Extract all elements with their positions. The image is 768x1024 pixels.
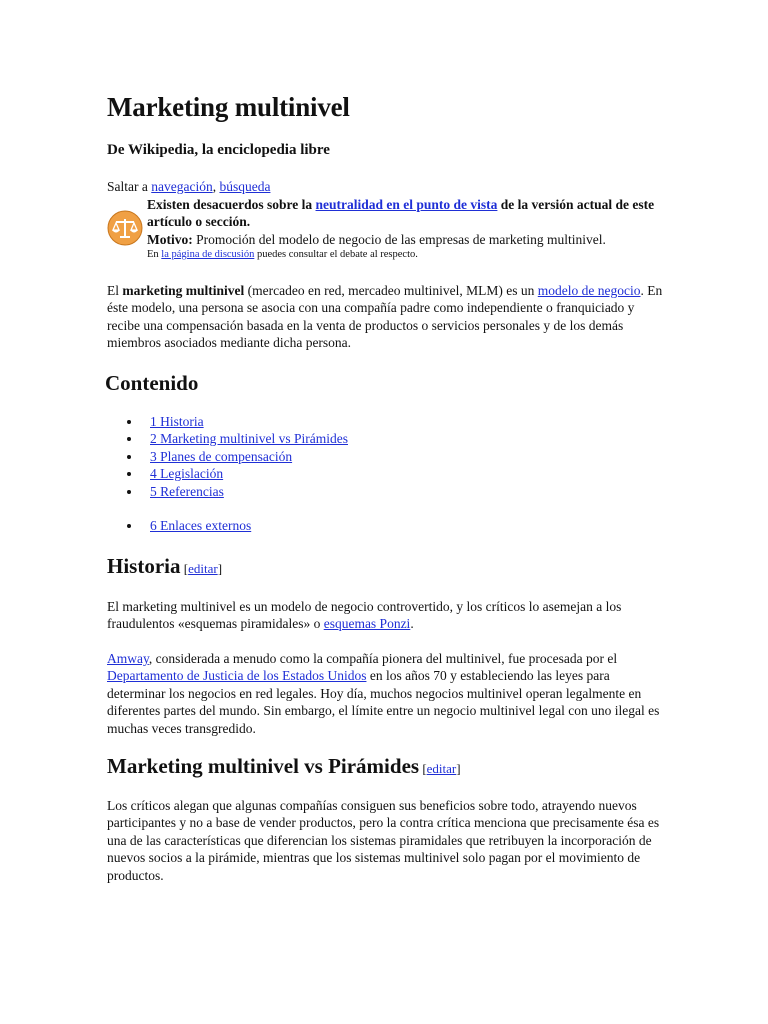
notice-discussion	[147, 248, 667, 262]
piramides-title: Marketing multinivel vs Pirámides	[107, 754, 420, 778]
historia-p1-text: El marketing multinivel es un modelo de negocio controvertido, y los críticos lo asemejan a los fraudulentos «esquemas piramidales» o	[107, 599, 622, 632]
notice-text-b: de la versión actual de este artículo o sección.	[147, 197, 655, 230]
neutrality-notice	[107, 196, 667, 266]
ponzi-link[interactable]: esquemas Ponzi	[323, 616, 411, 632]
section-heading-historia	[107, 552, 222, 583]
intro-term: marketing multinivel	[122, 283, 245, 298]
section-heading-piramides	[107, 752, 461, 783]
edit-piramides-link[interactable]: editar	[426, 761, 457, 776]
edit-bracket	[181, 561, 223, 576]
historia-paragraph-1	[107, 598, 667, 633]
historia-p2-text-a: , considerada a menudo como la compañía pionera del multinivel, fue procesada por el	[148, 651, 618, 666]
historia-p2-text-b: en los años 70 y estableciendo las leyes para determinar los negocios en red legales. Hoy día, muchos negocios multinivel operan legalmente en diferentes partes del mundo. Sin embargo, el límite entre un negocio multinivel legal con uno ilegal es muchas veces transgredido.	[107, 668, 660, 736]
business-model-link[interactable]: modelo de negocio	[537, 283, 641, 298]
jump-prefix: Saltar a	[107, 179, 152, 194]
discussion-text-b: puedes consultar el debate al respecto.	[254, 249, 418, 261]
intro-text-a: El	[107, 283, 123, 298]
historia-paragraph-2	[107, 650, 667, 737]
jump-links	[107, 178, 270, 195]
edit-bracket	[419, 761, 461, 776]
notice-main	[147, 196, 667, 231]
toc-link-referencias[interactable]: 5 Referencias	[150, 484, 224, 499]
page-subtitle: De Wikipedia, la enciclopedia libre	[107, 142, 330, 158]
scales-icon	[107, 210, 143, 246]
edit-historia-link[interactable]: editar	[188, 561, 218, 576]
edit-open: [	[180, 561, 189, 576]
jump-navigation-link[interactable]: navegación	[151, 179, 213, 194]
toc-bullet	[127, 524, 131, 528]
notice-reason	[147, 231, 667, 248]
toc-link-piramides[interactable]: 2 Marketing multinivel vs Pirámides	[150, 431, 348, 446]
edit-open: [	[419, 761, 427, 776]
neutrality-link[interactable]: neutralidad en el punto de vista	[315, 197, 498, 212]
intro-text-b: (mercadeo en red, mercadeo multinivel, MLM) es un	[244, 283, 538, 298]
jump-search-link[interactable]: búsqueda	[219, 179, 271, 194]
discussion-text-a: En	[147, 249, 162, 261]
justice-department-link[interactable]: Departamento de Justicia de los Estados Unidos	[107, 668, 367, 684]
reason-text: Promoción del modelo de negocio de las empresas de marketing multinivel.	[192, 231, 606, 247]
edit-close: ]	[217, 561, 223, 576]
historia-p1-end: .	[410, 616, 414, 632]
toc-link-historia[interactable]: 1 Historia	[150, 414, 204, 429]
edit-close: ]	[456, 761, 461, 776]
amway-link[interactable]: Amway	[107, 651, 149, 666]
historia-title: Historia	[107, 554, 181, 578]
toc-bullet	[127, 455, 131, 459]
page-title: Marketing multinivel	[107, 92, 350, 122]
toc-link-legislacion[interactable]: 4 Legislación	[150, 466, 224, 481]
jump-separator: ,	[212, 179, 220, 194]
intro-text-c: . En éste modelo, una persona se asocia con una compañía padre como independiente o franquiciado y recibe una compensación basada en la venta de productos o servicios personales y de los demás miembros asociados mediante dicha persona.	[107, 283, 663, 351]
toc-link-planes[interactable]: 3 Planes de compensación	[150, 449, 293, 464]
toc-heading: Contenido	[105, 371, 199, 395]
piramides-paragraph: Los críticos alegan que algunas compañías consiguen sus beneficios sobre todo, atrayendo nuevos participantes y no a base de vender productos, pero la contra crítica menciona que precisamente ésa es una de las características que diferencian los sistemas piramidales que retribuyen la incorporación de nuevos socios a la pirámide, mientras que los sistemas multinivel solo pagan por el movimiento de productos.	[107, 798, 660, 883]
toc-bullet	[127, 472, 131, 476]
toc-bullet	[127, 420, 131, 424]
discussion-link[interactable]: la página de discusión	[161, 249, 255, 261]
notice-text-a: Existen desacuerdos sobre la	[147, 197, 316, 212]
reason-label: Motivo:	[147, 231, 193, 247]
toc-bullet	[127, 437, 131, 441]
notice-text	[147, 196, 667, 262]
toc-link-enlaces[interactable]: 6 Enlaces externos	[150, 518, 252, 533]
intro-paragraph	[107, 282, 667, 352]
toc-bullet	[127, 490, 131, 494]
